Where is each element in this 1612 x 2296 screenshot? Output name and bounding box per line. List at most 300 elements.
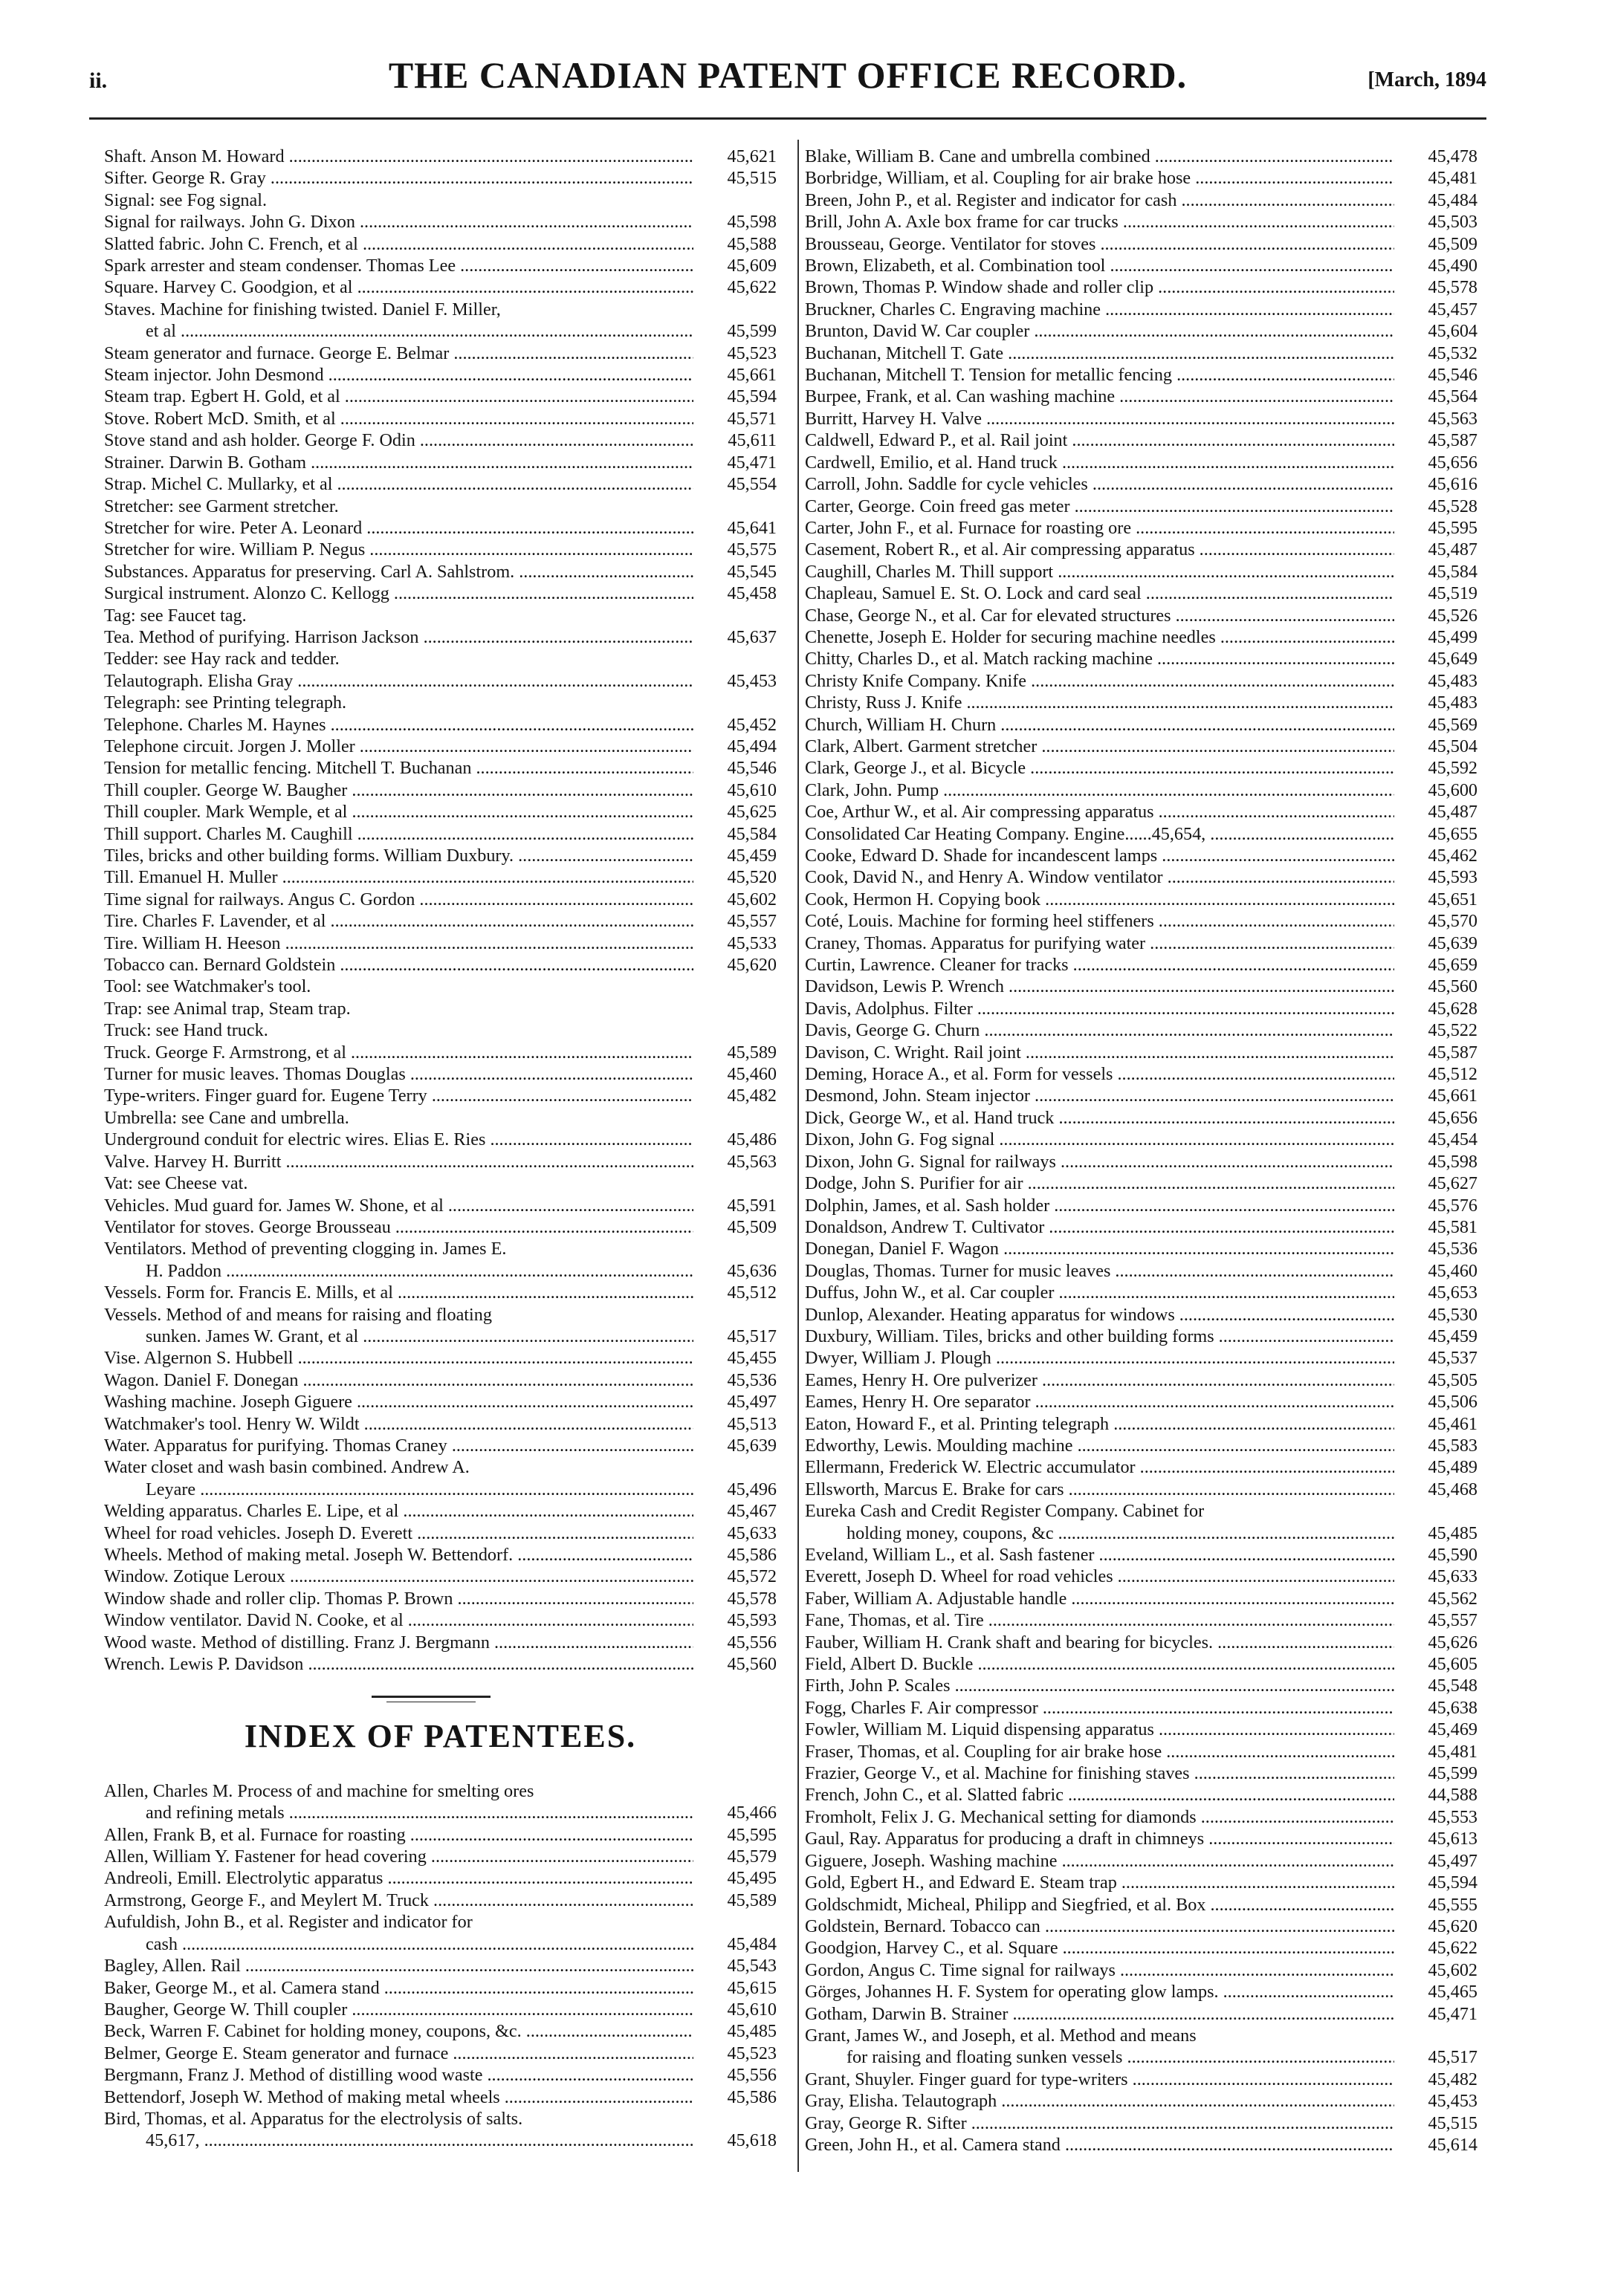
index-entry <box>104 2086 777 2108</box>
patent-number: 45,620 <box>1394 1916 1477 1937</box>
index-entry <box>805 976 1477 997</box>
entry-text: Allen, Charles M. Process of and machine for smelting ores <box>104 1780 534 1801</box>
patent-number: 45,562 <box>1394 1588 1477 1609</box>
index-entry <box>805 561 1477 583</box>
entry-text: Andreoli, Emill. Electrolytic apparatus ..... <box>104 1867 777 1889</box>
patent-number: 45,462 <box>1394 845 1477 866</box>
patent-number: 45,536 <box>693 1369 777 1391</box>
patent-number: 45,557 <box>1394 1609 1477 1631</box>
index-entry <box>104 1911 777 1933</box>
entry-text: Davis, Adolphus. Filter ..... <box>805 998 1477 1019</box>
entry-text: for raising and floating sunken vessels ..... <box>847 2046 1477 2068</box>
patent-number: 45,517 <box>693 1326 777 1347</box>
index-entry <box>104 189 777 211</box>
index-entry <box>805 255 1477 276</box>
index-entry <box>104 1151 777 1173</box>
index-entry <box>805 626 1477 648</box>
entry-text: Water. Apparatus for purifying. Thomas Craney ..... <box>104 1435 777 1456</box>
entry-text: Slatted fabric. John C. French, et al ..... <box>104 233 777 255</box>
entry-text: Douglas, Thomas. Turner for music leaves ..... <box>805 1260 1477 1282</box>
index-entry <box>805 845 1477 866</box>
entry-text: Truck. George F. Armstrong, et al ..... <box>104 1042 777 1063</box>
patent-number: 45,560 <box>693 1653 777 1675</box>
index-entry <box>805 1544 1477 1566</box>
entry-text: Firth, John P. Scales ..... <box>805 1675 1477 1696</box>
entry-text: French, John C., et al. Slatted fabric ..... <box>805 1784 1477 1806</box>
index-entry <box>104 1500 777 1522</box>
entry-text: Giguere, Joseph. Washing machine ..... <box>805 1850 1477 1872</box>
entry-text: Vessels. Form for. Francis E. Mills, et al ..... <box>104 1282 777 1303</box>
entry-text: Signal for railways. John G. Dixon ..... <box>104 211 777 233</box>
index-entry <box>805 429 1477 451</box>
patent-number: 45,460 <box>1394 1260 1477 1282</box>
index-entry <box>805 1107 1477 1129</box>
entry-text: Coe, Arthur W., et al. Air compressing apparatus ..... <box>805 801 1477 823</box>
entry-text: Tire. Charles F. Lavender, et al ..... <box>104 910 777 932</box>
index-entry <box>104 408 777 429</box>
index-entry <box>805 276 1477 298</box>
patent-number: 45,459 <box>693 845 777 866</box>
patent-number: 44,588 <box>1394 1784 1477 1806</box>
index-entry <box>104 1129 777 1150</box>
patent-number: 45,602 <box>693 889 777 910</box>
index-entry <box>104 496 777 517</box>
entry-text: Ventilator for stoves. George Brousseau ..... <box>104 1216 777 1238</box>
patentee-index-list <box>104 1780 777 2152</box>
patent-number: 45,556 <box>693 2064 777 2086</box>
patent-number: 45,452 <box>693 714 777 736</box>
index-entry <box>805 1632 1477 1653</box>
entry-text: Baker, George M., et al. Camera stand ..... <box>104 1977 777 1999</box>
index-entry <box>805 1916 1477 1937</box>
entry-text: Welding apparatus. Charles E. Lipe, et al ..... <box>104 1500 777 1522</box>
index-entry <box>104 1846 777 1867</box>
patent-number: 45,555 <box>1394 1894 1477 1916</box>
entry-text: Field, Albert D. Buckle ..... <box>805 1653 1477 1675</box>
index-entry <box>104 1391 777 1413</box>
entry-text: Carroll, John. Saddle for cycle vehicles ..... <box>805 473 1477 495</box>
index-entry <box>104 146 777 167</box>
entry-text: holding money, coupons, &c ..... <box>847 1522 1477 1544</box>
patent-number: 45,509 <box>693 1216 777 1238</box>
patent-number: 45,593 <box>693 1609 777 1631</box>
entry-text: Armstrong, George F., and Meylert M. Truck ..... <box>104 1890 777 1911</box>
index-entry <box>805 517 1477 539</box>
patent-number: 45,495 <box>693 1867 777 1889</box>
entry-text: Bird, Thomas, et al. Apparatus for the electrolysis of salts. <box>104 2108 523 2129</box>
entry-text: cash ..... <box>146 1933 777 1955</box>
index-entry <box>805 866 1477 888</box>
index-entry <box>805 1260 1477 1282</box>
column-divider <box>797 140 799 2172</box>
index-entry <box>104 320 777 342</box>
index-entry <box>104 255 777 276</box>
patent-number: 45,556 <box>693 1632 777 1653</box>
index-entry <box>104 343 777 364</box>
patent-number: 45,563 <box>1394 408 1477 429</box>
index-entry <box>104 998 777 1019</box>
index-entry <box>805 1609 1477 1631</box>
index-entry <box>805 1850 1477 1872</box>
patent-number: 45,519 <box>1394 583 1477 604</box>
patent-number: 45,584 <box>693 823 777 845</box>
index-entry <box>104 1522 777 1544</box>
patent-number: 45,621 <box>693 146 777 167</box>
patent-number: 45,656 <box>1394 1107 1477 1129</box>
index-entry <box>104 386 777 407</box>
index-entry <box>104 1282 777 1303</box>
index-entry <box>805 1806 1477 1828</box>
patent-number: 45,633 <box>1394 1566 1477 1587</box>
patent-number: 45,633 <box>693 1522 777 1544</box>
patent-number: 45,532 <box>1394 343 1477 364</box>
entry-text: Shaft. Anson M. Howard ..... <box>104 146 777 167</box>
entry-text: Brown, Elizabeth, et al. Combination tool ..... <box>805 255 1477 276</box>
index-entry <box>104 1042 777 1063</box>
entry-text: Christy, Russ J. Knife ..... <box>805 692 1477 713</box>
index-entry <box>805 1588 1477 1609</box>
index-entry <box>805 1173 1477 1194</box>
entry-text: Staves. Machine for finishing twisted. Daniel F. Miller, <box>104 299 501 320</box>
entry-text: Stove. Robert McD. Smith, et al ..... <box>104 408 777 429</box>
index-entry <box>104 276 777 298</box>
patent-number: 45,594 <box>693 386 777 407</box>
index-entry <box>805 736 1477 757</box>
index-entry <box>104 364 777 386</box>
index-entry <box>805 364 1477 386</box>
index-entry <box>104 2064 777 2086</box>
index-entry <box>104 1435 777 1456</box>
index-entry <box>104 1216 777 1238</box>
patent-number: 45,537 <box>1394 1347 1477 1369</box>
index-entry <box>104 1566 777 1587</box>
patent-number: 45,604 <box>1394 320 1477 342</box>
entry-text: Deming, Horace A., et al. Form for vessels ..... <box>805 1063 1477 1085</box>
index-entry <box>104 1369 777 1391</box>
patent-number: 45,533 <box>693 933 777 954</box>
patent-number: 45,575 <box>693 539 777 560</box>
index-entry <box>805 1063 1477 1085</box>
index-of-patentees-title: INDEX OF PATENTEES. <box>244 1718 637 1755</box>
patent-number: 45,548 <box>1394 1675 1477 1696</box>
entry-text: Thill coupler. Mark Wemple, et al ..... <box>104 801 777 823</box>
index-entry <box>805 2025 1477 2046</box>
index-entry <box>104 1195 777 1216</box>
index-entry <box>805 233 1477 255</box>
entry-text: Brown, Thomas P. Window shade and roller clip ..... <box>805 276 1477 298</box>
entry-text: Edworthy, Lewis. Moulding machine ..... <box>805 1435 1477 1456</box>
patent-number: 45,499 <box>1394 626 1477 648</box>
patent-number: 45,536 <box>1394 1238 1477 1259</box>
patent-number: 45,598 <box>1394 1151 1477 1173</box>
entry-text: Stove stand and ash holder. George F. Odin ..... <box>104 429 777 451</box>
entry-text: Grant, Shuyler. Finger guard for type-writers ..... <box>805 2069 1477 2090</box>
patent-number: 45,625 <box>693 801 777 823</box>
patent-number: 45,506 <box>1394 1391 1477 1413</box>
patent-number: 45,636 <box>693 1260 777 1282</box>
entry-text: Aufuldish, John B., et al. Register and indicator for <box>104 1912 473 1933</box>
entry-text: Goodgion, Harvey C., et al. Square ..... <box>805 1937 1477 1959</box>
index-entry <box>805 1019 1477 1041</box>
patent-number: 45,627 <box>1394 1173 1477 1194</box>
entry-text: Breen, John P., et al. Register and indicator for cash ..... <box>805 189 1477 211</box>
index-entry <box>104 648 777 669</box>
patent-number: 45,489 <box>1394 1456 1477 1478</box>
index-entry <box>104 1653 777 1675</box>
entry-text: Grant, James W., and Joseph, et al. Method and means <box>805 2025 1197 2046</box>
patent-number: 45,610 <box>693 1999 777 2020</box>
index-entry <box>805 1282 1477 1303</box>
entry-text: Valve. Harvey H. Burritt ..... <box>104 1151 777 1173</box>
index-entry <box>104 1260 777 1282</box>
entry-text: Ventilators. Method of preventing clogging in. James E. <box>104 1239 507 1259</box>
patent-number: 45,490 <box>1394 255 1477 276</box>
entry-text: Gotham, Darwin B. Strainer ..... <box>805 2003 1477 2025</box>
index-entry <box>805 1522 1477 1544</box>
entry-text: Tedder: see Hay rack and tedder. <box>104 649 340 669</box>
patent-number: 45,638 <box>1394 1697 1477 1719</box>
patent-number: 45,513 <box>693 1413 777 1435</box>
index-entry <box>805 146 1477 167</box>
entry-text: Sifter. George R. Gray ..... <box>104 167 777 189</box>
index-entry <box>805 1653 1477 1675</box>
patent-number: 45,520 <box>693 866 777 888</box>
patent-number: 45,487 <box>1394 539 1477 560</box>
index-entry <box>805 386 1477 407</box>
entry-text: Stretcher for wire. Peter A. Leonard ..... <box>104 517 777 539</box>
entry-text: Fogg, Charles F. Air compressor ..... <box>805 1697 1477 1719</box>
index-entry <box>805 1413 1477 1435</box>
index-entry <box>104 1347 777 1369</box>
entry-text: Telautograph. Elisha Gray ..... <box>104 670 777 692</box>
patent-number: 45,599 <box>693 320 777 342</box>
entry-text: Chenette, Joseph E. Holder for securing machine needles ..... <box>805 626 1477 648</box>
index-entry <box>805 2069 1477 2090</box>
entry-text: Strainer. Darwin B. Gotham ..... <box>104 452 777 473</box>
entry-text: Carter, George. Coin freed gas meter ..... <box>805 496 1477 517</box>
patent-number: 45,584 <box>1394 561 1477 583</box>
index-entry <box>104 910 777 932</box>
index-entry <box>104 1588 777 1609</box>
index-entry <box>805 1391 1477 1413</box>
patent-number: 45,497 <box>693 1391 777 1413</box>
index-entry <box>805 605 1477 626</box>
patent-number: 45,465 <box>1394 1981 1477 2002</box>
entry-text: Cardwell, Emilio, et al. Hand truck ..... <box>805 452 1477 473</box>
entry-text: Chapleau, Samuel E. St. O. Lock and card seal ..... <box>805 583 1477 604</box>
index-entry <box>104 1780 777 1802</box>
entry-text: Brill, John A. Axle box frame for car trucks ..... <box>805 211 1477 233</box>
index-entry <box>104 539 777 560</box>
entry-text: Tension for metallic fencing. Mitchell T. Buchanan ..... <box>104 757 777 779</box>
entry-text: Leyare ..... <box>146 1479 777 1500</box>
index-entry <box>104 1867 777 1889</box>
entry-text: Wheel for road vehicles. Joseph D. Everett ..... <box>104 1522 777 1544</box>
patent-number: 45,615 <box>693 1977 777 1999</box>
entry-text: Goldstein, Bernard. Tobacco can ..... <box>805 1916 1477 1937</box>
right-column <box>805 146 1477 2156</box>
patent-number: 45,460 <box>693 1063 777 1085</box>
patent-number: 45,484 <box>693 1933 777 1955</box>
patent-number: 45,637 <box>693 626 777 648</box>
patentee-index-list-continued <box>805 146 1477 2156</box>
patent-number: 45,626 <box>1394 1632 1477 1653</box>
patent-number: 45,509 <box>1394 233 1477 255</box>
patent-number: 45,485 <box>693 2020 777 2042</box>
patent-number: 45,528 <box>1394 496 1477 517</box>
entry-text: Duxbury, William. Tiles, bricks and other building forms ..... <box>805 1326 1477 1347</box>
entry-text: Vise. Algernon S. Hubbell ..... <box>104 1347 777 1369</box>
entry-text: Gold, Egbert H., and Edward E. Steam trap ..... <box>805 1872 1477 1893</box>
entry-text: Dunlop, Alexander. Heating apparatus for windows ..... <box>805 1304 1477 1326</box>
entry-text: Tea. Method of purifying. Harrison Jackson ..... <box>104 626 777 648</box>
entry-text: Eaton, Howard F., et al. Printing telegraph ..... <box>805 1413 1477 1435</box>
patent-number: 45,586 <box>693 1544 777 1566</box>
patent-number: 45,586 <box>693 2086 777 2108</box>
entry-text: Davison, C. Wright. Rail joint ..... <box>805 1042 1477 1063</box>
entry-text: Steam generator and furnace. George E. Belmar ..... <box>104 343 777 364</box>
entry-text: Goldschmidt, Micheal, Philipp and Siegfried, et al. Box ..... <box>805 1894 1477 1916</box>
entry-text: Cook, Hermon H. Copying book ..... <box>805 889 1477 910</box>
patent-number: 45,661 <box>693 364 777 386</box>
entry-text: Tag: see Faucet tag. <box>104 605 247 626</box>
patent-number: 45,487 <box>1394 801 1477 823</box>
index-entry <box>104 670 777 692</box>
entry-text: Fauber, William H. Crank shaft and bearing for bicycles. ..... <box>805 1632 1477 1653</box>
index-entry <box>104 2130 777 2151</box>
index-entry <box>104 167 777 189</box>
patent-number: 45,620 <box>693 954 777 976</box>
patent-number: 45,557 <box>693 910 777 932</box>
index-entry <box>805 779 1477 801</box>
entry-text: Window ventilator. David N. Cooke, et al ..... <box>104 1609 777 1631</box>
index-entry <box>104 2108 777 2130</box>
patent-number: 45,571 <box>693 408 777 429</box>
patent-number: 45,526 <box>1394 605 1477 626</box>
index-entry <box>805 320 1477 342</box>
entry-text: Faber, William A. Adjustable handle ..... <box>805 1588 1477 1609</box>
entry-text: Time signal for railways. Angus C. Gordon ..... <box>104 889 777 910</box>
patent-number: 45,466 <box>693 1802 777 1823</box>
patent-number: 45,471 <box>693 452 777 473</box>
patent-number: 45,655 <box>1394 823 1477 845</box>
patent-number: 45,469 <box>1394 1719 1477 1740</box>
entry-text: Square. Harvey C. Goodgion, et al ..... <box>104 276 777 298</box>
index-entry <box>104 605 777 626</box>
entry-text: Donaldson, Andrew T. Cultivator ..... <box>805 1216 1477 1238</box>
entry-text: Gaul, Ray. Apparatus for producing a draft in chimneys ..... <box>805 1828 1477 1849</box>
index-entry <box>104 1326 777 1347</box>
entry-text: sunken. James W. Grant, et al ..... <box>146 1326 777 1347</box>
patent-number: 45,616 <box>1394 473 1477 495</box>
index-entry <box>104 561 777 583</box>
index-entry <box>805 823 1477 845</box>
index-entry <box>805 343 1477 364</box>
index-entry <box>104 2020 777 2042</box>
index-entry <box>805 1872 1477 1893</box>
index-entry <box>805 910 1477 932</box>
entry-text: Church, William H. Churn ..... <box>805 714 1477 736</box>
entry-text: Wrench. Lewis P. Davidson ..... <box>104 1653 777 1675</box>
entry-text: Fromholt, Felix J. G. Mechanical setting for diamonds ..... <box>805 1806 1477 1828</box>
patent-number: 45,595 <box>1394 517 1477 539</box>
entry-text: Cooke, Edward D. Shade for incandescent lamps ..... <box>805 845 1477 866</box>
entry-text: Consolidated Car Heating Company. Engine......45,654, ..... <box>805 823 1477 845</box>
patent-number: 45,485 <box>1394 1522 1477 1544</box>
index-entry <box>805 1500 1477 1522</box>
entry-text: Tool: see Watchmaker's tool. <box>104 976 311 997</box>
index-entry <box>104 1173 777 1194</box>
entry-text: Underground conduit for electric wires. Elias E. Ries ..... <box>104 1129 777 1150</box>
patent-number: 45,546 <box>693 757 777 779</box>
patent-number: 45,523 <box>693 2043 777 2064</box>
entry-text: Ellsworth, Marcus E. Brake for cars ..... <box>805 1479 1477 1500</box>
entry-text: Everett, Joseph D. Wheel for road vehicles ..... <box>805 1566 1477 1587</box>
entry-text: Belmer, George E. Steam generator and furnace ..... <box>104 2043 777 2064</box>
entry-text: Watchmaker's tool. Henry W. Wildt ..... <box>104 1413 777 1435</box>
entry-text: Burpee, Frank, et al. Can washing machine ..... <box>805 386 1477 407</box>
page-header <box>89 43 1486 110</box>
entry-text: Eames, Henry H. Ore pulverizer ..... <box>805 1369 1477 1391</box>
entry-text: Duffus, John W., et al. Car coupler ..... <box>805 1282 1477 1303</box>
index-entry <box>805 1828 1477 1849</box>
index-entry <box>805 2090 1477 2112</box>
patent-number: 45,482 <box>1394 2069 1477 2090</box>
index-entry <box>104 473 777 495</box>
patent-number: 45,600 <box>1394 779 1477 801</box>
patent-number: 45,589 <box>693 1890 777 1911</box>
index-entry <box>805 757 1477 779</box>
patent-number: 45,468 <box>1394 1479 1477 1500</box>
patent-number: 45,512 <box>693 1282 777 1303</box>
patent-number: 45,639 <box>1394 933 1477 954</box>
index-entry <box>104 517 777 539</box>
entry-text: Stretcher for wire. William P. Negus ..... <box>104 539 777 560</box>
index-entry <box>805 2003 1477 2025</box>
patent-number: 45,628 <box>1394 998 1477 1019</box>
index-entry <box>104 1802 777 1823</box>
patent-number: 45,503 <box>1394 211 1477 233</box>
entry-text: Gray, Elisha. Telautograph ..... <box>805 2090 1477 2112</box>
patent-number: 45,651 <box>1394 889 1477 910</box>
entry-text: Tire. William H. Heeson ..... <box>104 933 777 954</box>
patent-number: 45,481 <box>1394 1741 1477 1762</box>
index-entry <box>805 1326 1477 1347</box>
index-entry <box>805 933 1477 954</box>
entry-text: 45,617, ..... <box>146 2130 777 2151</box>
index-entry <box>805 1216 1477 1238</box>
patent-number: 45,614 <box>1394 2134 1477 2156</box>
index-entry <box>104 801 777 823</box>
entry-text: Wagon. Daniel F. Donegan ..... <box>104 1369 777 1391</box>
entry-text: Bergmann, Franz J. Method of distilling wood waste ..... <box>104 2064 777 2086</box>
entry-text: Borbridge, William, et al. Coupling for air brake hose ..... <box>805 167 1477 189</box>
entry-text: Telephone. Charles M. Haynes ..... <box>104 714 777 736</box>
index-entry <box>805 1719 1477 1740</box>
patent-number: 45,483 <box>1394 692 1477 713</box>
entry-text: Dixon, John G. Fog signal ..... <box>805 1129 1477 1150</box>
entry-text: Dodge, John S. Purifier for air ..... <box>805 1173 1477 1194</box>
index-entry <box>805 1042 1477 1063</box>
entry-text: Donegan, Daniel F. Wagon ..... <box>805 1238 1477 1259</box>
patent-number: 45,587 <box>1394 429 1477 451</box>
patent-number: 45,455 <box>693 1347 777 1369</box>
index-entry <box>104 933 777 954</box>
index-entry <box>104 626 777 648</box>
entry-text: Truck: see Hand truck. <box>104 1020 268 1041</box>
entry-text: Chase, George N., et al. Car for elevated structures ..... <box>805 605 1477 626</box>
patent-number: 45,496 <box>693 1479 777 1500</box>
